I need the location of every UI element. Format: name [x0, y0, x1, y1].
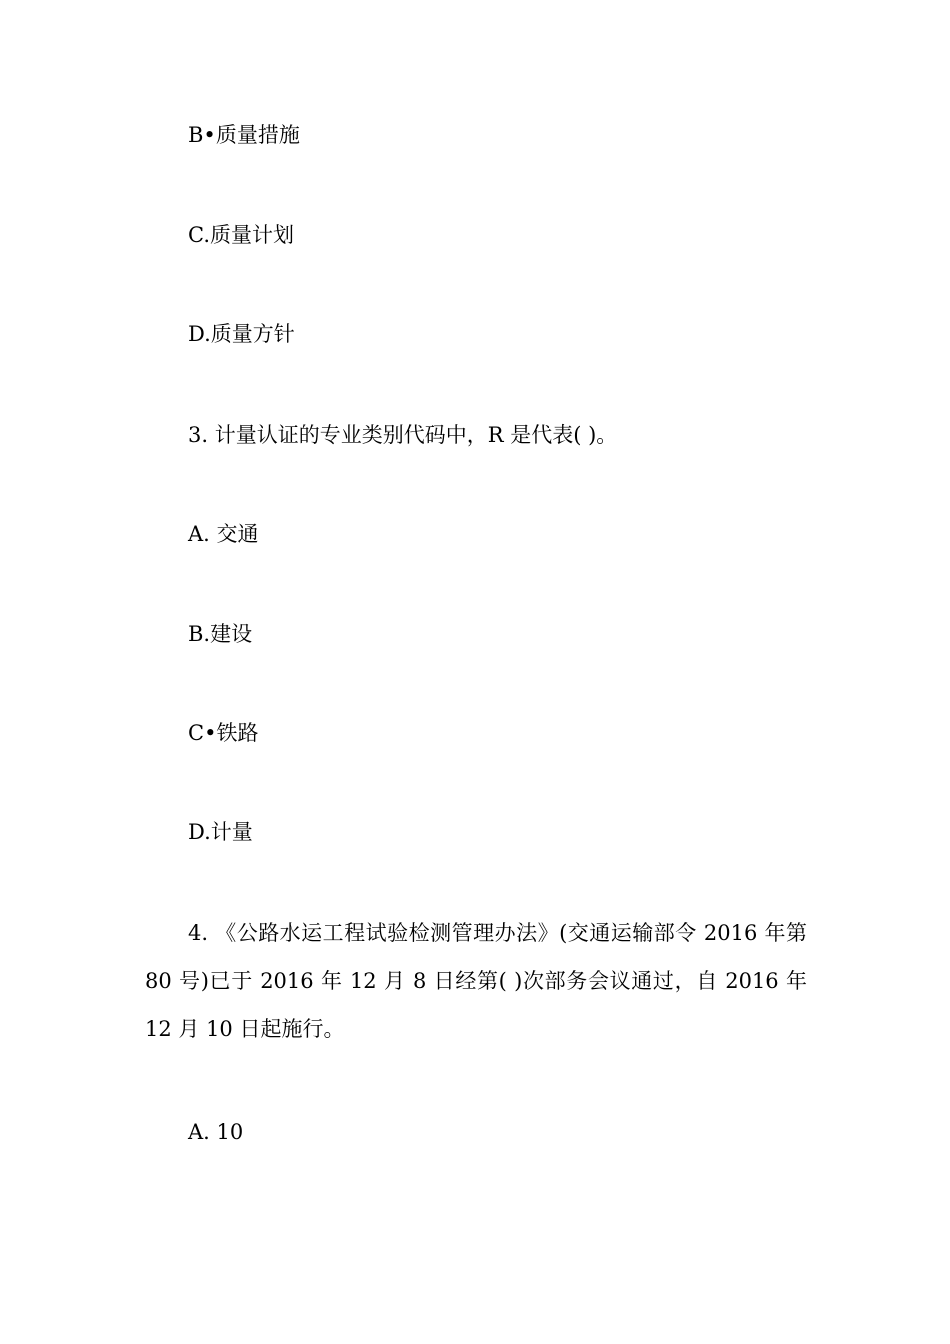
option-d-quality-policy: D.质量方针 — [188, 322, 295, 346]
question-3: 3. 计量认证的专业类别代码中，R 是代表( )。 — [188, 423, 618, 447]
question-4: 4. 《公路水运工程试验检测管理办法》(交通运输部令 2016 年第 80 号)已于 2016 年 12 月 8 日经第( )次部务会议通过，自 2016 年 12 月 10 日起施行。 — [145, 921, 807, 1041]
option-a-transport: A. 交通 — [188, 522, 259, 546]
option-b-quality-measures: B•质量措施 — [188, 123, 300, 147]
option-c-quality-plan: C.质量计划 — [188, 223, 294, 247]
option-c-railway: C•铁路 — [188, 721, 259, 745]
option-b-construction: B.建设 — [188, 622, 253, 646]
option-d-metrology: D.计量 — [188, 820, 253, 844]
option-a-10: A. 10 — [188, 1120, 244, 1144]
